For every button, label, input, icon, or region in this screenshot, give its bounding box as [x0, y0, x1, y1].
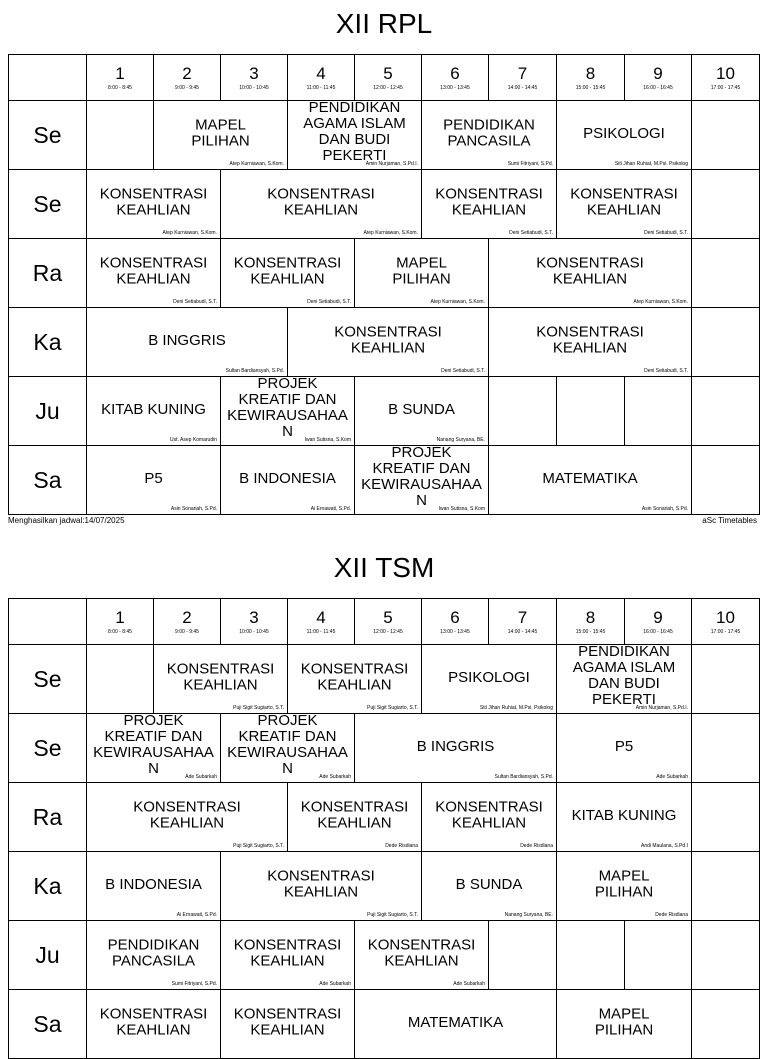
lesson-subject: KONSENTRASI KEAHLIAN [233, 1005, 342, 1039]
lesson-subject: P5 [614, 738, 634, 756]
period-time: 11:00 - 11:45 [306, 629, 336, 635]
generator-credit: aSc Timetables [702, 516, 757, 525]
lesson-cell[interactable] [556, 713, 692, 783]
lesson-cell[interactable] [86, 307, 288, 377]
lesson-subject: MAPEL PILIHAN [594, 1005, 654, 1039]
lesson-teacher: Atep Kurniawan, S.Kom. [162, 230, 217, 236]
period-header [488, 598, 557, 645]
lesson-cell[interactable] [86, 989, 221, 1059]
day-label: Ju [8, 920, 87, 990]
lesson-subject: KONSENTRASI KEAHLIAN [435, 798, 543, 832]
lesson-teacher: Iwan Sutisna, S.Kom [438, 506, 485, 512]
lesson-cell[interactable] [86, 238, 221, 308]
period-time: 16:00 - 16:45 [643, 629, 673, 635]
lesson-subject: B INDONESIA [105, 876, 202, 894]
lesson-cell[interactable] [287, 307, 489, 377]
period-number: 7 [517, 608, 528, 627]
period-time: 12:00 - 12:45 [373, 85, 403, 91]
empty-slot[interactable] [488, 920, 557, 990]
lesson-cell[interactable] [220, 238, 355, 308]
period-header [624, 54, 692, 101]
period-time: 10:00 - 10:45 [239, 85, 269, 91]
lesson-cell[interactable] [220, 713, 355, 783]
lesson-subject: B INDONESIA [239, 470, 336, 488]
lesson-subject: PENDIDIKAN AGAMA ISLAM DAN BUDI PEKERTI [303, 98, 406, 164]
lesson-cell[interactable] [354, 238, 489, 308]
period-header [354, 598, 422, 645]
lesson-subject: MATEMATIKA [407, 1014, 504, 1032]
lesson-cell[interactable] [354, 920, 489, 990]
lesson-subject: KONSENTRASI KEAHLIAN [233, 254, 342, 288]
lesson-teacher: Ade Subarkah [319, 774, 351, 780]
lesson-subject: KONSENTRASI KEAHLIAN [300, 798, 409, 832]
period-number: 5 [383, 64, 393, 83]
period-time: 9:00 - 9:45 [175, 85, 199, 91]
period-number: 2 [182, 64, 192, 83]
lesson-subject: KONSENTRASI KEAHLIAN [570, 185, 678, 219]
empty-slot[interactable] [691, 644, 760, 714]
day-label: Se [8, 169, 87, 239]
lesson-subject: MAPEL PILIHAN [191, 116, 250, 150]
lesson-teacher: Sultan Bardiansyah, S.Pd. [494, 774, 553, 780]
lesson-teacher: Dede Risdiana [385, 843, 418, 849]
lesson-teacher: Ade Subarkah [453, 981, 485, 987]
period-header [556, 54, 625, 101]
lesson-cell[interactable] [86, 445, 221, 515]
lesson-subject: B INGGRIS [148, 332, 226, 350]
lesson-cell[interactable] [488, 445, 692, 515]
lesson-teacher: Ade Subarkah [185, 774, 217, 780]
lesson-subject: MAPEL PILIHAN [594, 867, 654, 901]
lesson-subject: KONSENTRASI KEAHLIAN [334, 323, 442, 357]
lesson-cell[interactable] [86, 851, 221, 921]
period-header [86, 598, 154, 645]
lesson-teacher: Deni Setiabudi, S.T. [644, 230, 688, 236]
lesson-cell[interactable] [153, 644, 288, 714]
lesson-teacher: Andi Maulana, S.Pd.I [641, 843, 688, 849]
lesson-cell[interactable] [287, 100, 422, 170]
period-header [421, 54, 489, 101]
lesson-teacher: Nanang Suryana, BE. [504, 912, 553, 918]
day-label: Sa [8, 989, 87, 1059]
lesson-subject: KONSENTRASI KEAHLIAN [99, 254, 208, 288]
period-header [691, 598, 760, 645]
lesson-cell[interactable] [354, 445, 489, 515]
period-header [153, 598, 221, 645]
lesson-subject: B SUNDA [388, 401, 455, 419]
lesson-cell[interactable] [556, 989, 692, 1059]
lesson-subject: PROJEK KREATIF DAN KEWIRAUSAHAA N [227, 374, 348, 440]
empty-slot[interactable] [556, 920, 625, 990]
period-number: 4 [316, 608, 326, 627]
lesson-subject: PENDIDIKAN PANCASILA [107, 936, 200, 970]
period-number: 8 [585, 64, 596, 83]
period-time: 17:00 - 17:45 [710, 629, 741, 635]
period-number: 8 [585, 608, 596, 627]
period-header [354, 54, 422, 101]
lesson-cell[interactable] [421, 169, 557, 239]
lesson-subject: PSIKOLOGI [448, 669, 530, 687]
lesson-subject: KONSENTRASI KEAHLIAN [99, 185, 208, 219]
empty-slot[interactable] [691, 238, 760, 308]
empty-slot[interactable] [86, 644, 154, 714]
lesson-cell[interactable] [220, 920, 355, 990]
lesson-cell[interactable] [488, 307, 692, 377]
period-number: 6 [450, 64, 460, 83]
header-corner-cell [8, 54, 87, 101]
lesson-teacher: Deni Setiabudi, S.T. [441, 368, 485, 374]
period-header [86, 54, 154, 101]
period-header [691, 54, 760, 101]
lesson-teacher: Puji Sigit Sugiarto, S.T. [233, 705, 284, 711]
lesson-cell[interactable] [153, 100, 288, 170]
generated-date: Menghasilkan jadwal:14/07/2025 [8, 516, 125, 525]
empty-slot[interactable] [691, 376, 760, 446]
lesson-subject: KONSENTRASI KEAHLIAN [133, 798, 241, 832]
lesson-teacher: Amin Nurjaman, S.Pd.I. [635, 705, 688, 711]
lesson-teacher: Ade Subarkah [319, 981, 351, 987]
lesson-cell[interactable] [556, 100, 692, 170]
lesson-cell[interactable] [86, 920, 221, 990]
lesson-teacher: Sumi Fitriyani, S.Pd. [507, 161, 553, 167]
lesson-subject: KONSENTRASI KEAHLIAN [267, 185, 375, 219]
lesson-teacher: Asin Sonariah, S.Pd. [170, 506, 217, 512]
timetable-title: XII RPL [335, 8, 433, 39]
empty-slot[interactable] [691, 100, 760, 170]
lesson-teacher: Dede Risdiana [520, 843, 553, 849]
lesson-subject: KONSENTRASI KEAHLIAN [435, 185, 543, 219]
lesson-subject: KONSENTRASI KEAHLIAN [99, 1005, 208, 1039]
day-label: Ra [8, 782, 87, 852]
lesson-teacher: Asin Sonariah, S.Pd. [641, 506, 688, 512]
lesson-teacher: Deni Setiabudi, S.T. [644, 368, 688, 374]
lesson-cell[interactable] [421, 851, 557, 921]
lesson-subject: KONSENTRASI KEAHLIAN [267, 867, 375, 901]
period-time: 16:00 - 16:45 [643, 85, 673, 91]
period-header [287, 54, 355, 101]
period-number: 3 [249, 608, 259, 627]
lesson-teacher: Ust. Asep Komarudin [170, 437, 217, 443]
lesson-subject: KONSENTRASI KEAHLIAN [300, 660, 409, 694]
lesson-teacher: Siti Jihan Ruhiat, M.Psi. Psikolog [479, 705, 553, 711]
lesson-teacher: Dede Risdiana [655, 912, 688, 918]
lesson-cell[interactable] [220, 169, 422, 239]
header-corner-cell [8, 598, 87, 645]
lesson-teacher: Sultan Bardiansyah, S.Pd. [225, 368, 284, 374]
lesson-teacher: Iwan Sutisna, S.Kom [304, 437, 351, 443]
period-number: 6 [450, 608, 460, 627]
lesson-subject: PROJEK KREATIF DAN KEWIRAUSAHAA N [227, 711, 348, 777]
period-time: 15:00 - 15:45 [575, 629, 606, 635]
lesson-cell[interactable] [421, 100, 557, 170]
lesson-cell[interactable] [556, 169, 692, 239]
lesson-cell[interactable] [488, 238, 692, 308]
lesson-teacher: Sumi Fitriyani, S.Pd. [171, 981, 217, 987]
lesson-teacher: Puji Sigit Sugiarto, S.T. [367, 912, 418, 918]
lesson-subject: KONSENTRASI KEAHLIAN [166, 660, 275, 694]
period-time: 15:00 - 15:45 [575, 85, 606, 91]
period-time: 14:00 - 14:45 [507, 629, 538, 635]
period-header [153, 54, 221, 101]
lesson-cell[interactable] [86, 376, 221, 446]
lesson-cell[interactable] [556, 782, 692, 852]
day-label: Ju [8, 376, 87, 446]
lesson-cell[interactable] [354, 989, 557, 1059]
period-time: 13:00 - 13:45 [440, 85, 470, 91]
day-label: Se [8, 100, 87, 170]
period-time: 14:00 - 14:45 [507, 85, 538, 91]
period-header [220, 598, 288, 645]
day-label: Ka [8, 307, 87, 377]
lesson-subject: PSIKOLOGI [583, 125, 665, 143]
lesson-teacher: Puji Sigit Sugiarto, S.T. [233, 843, 284, 849]
lesson-cell[interactable] [86, 713, 221, 783]
lesson-teacher: Atep Kurniawan, S.Kom. [633, 299, 688, 305]
empty-slot[interactable] [691, 169, 760, 239]
period-time: 10:00 - 10:45 [239, 629, 269, 635]
period-number: 2 [182, 608, 192, 627]
lesson-cell[interactable] [556, 851, 692, 921]
lesson-teacher: Ade Subarkah [656, 774, 688, 780]
lesson-teacher: Ai Ernawati, S.Pd. [310, 506, 351, 512]
empty-slot[interactable] [691, 445, 760, 515]
lesson-teacher: Atep Kurniawan, S.Kom. [363, 230, 418, 236]
period-number: 1 [115, 608, 125, 627]
lesson-cell[interactable] [220, 445, 355, 515]
day-label: Ka [8, 851, 87, 921]
lesson-subject: PENDIDIKAN PANCASILA [443, 116, 535, 150]
period-number: 4 [316, 64, 326, 83]
lesson-teacher: Atep Kurniawan, S.Kom. [229, 161, 284, 167]
lesson-cell[interactable] [354, 376, 489, 446]
period-number: 9 [653, 64, 663, 83]
lesson-cell[interactable] [287, 782, 422, 852]
period-number: 10 [716, 608, 735, 627]
lesson-teacher: Deni Setiabudi, S.T. [173, 299, 217, 305]
lesson-teacher: Atep Kurniawan, S.Kom. [430, 299, 485, 305]
empty-slot[interactable] [691, 920, 760, 990]
empty-slot[interactable] [624, 376, 692, 446]
lesson-subject: KITAB KUNING [101, 401, 206, 419]
lesson-subject: KONSENTRASI KEAHLIAN [536, 254, 644, 288]
empty-slot[interactable] [691, 989, 760, 1059]
lesson-teacher: Deni Setiabudi, S.T. [307, 299, 351, 305]
lesson-teacher: Siti Jihan Ruhiat, M.Psi. Psikolog [614, 161, 688, 167]
period-time: 9:00 - 9:45 [175, 629, 199, 635]
period-time: 8:00 - 8:45 [108, 85, 132, 91]
lesson-cell[interactable] [287, 644, 422, 714]
lesson-teacher: Deni Setiabudi, S.T. [509, 230, 553, 236]
day-label: Sa [8, 445, 87, 515]
period-number: 10 [716, 64, 735, 83]
lesson-subject: MAPEL PILIHAN [392, 254, 451, 288]
lesson-subject: KONSENTRASI KEAHLIAN [367, 936, 476, 970]
lesson-cell[interactable] [421, 782, 557, 852]
lesson-subject: KONSENTRASI KEAHLIAN [536, 323, 644, 357]
period-number: 9 [653, 608, 663, 627]
day-label: Se [8, 644, 87, 714]
period-header [556, 598, 625, 645]
period-header [488, 54, 557, 101]
period-header [220, 54, 288, 101]
empty-slot[interactable] [691, 713, 760, 783]
lesson-cell[interactable] [421, 644, 557, 714]
lesson-subject: PENDIDIKAN AGAMA ISLAM DAN BUDI PEKERTI [572, 642, 676, 708]
empty-slot[interactable] [86, 100, 154, 170]
lesson-teacher: Amin Nurjaman, S.Pd.I. [365, 161, 418, 167]
lesson-teacher: Puji Sigit Sugiarto, S.T. [367, 705, 418, 711]
empty-slot[interactable] [691, 307, 760, 377]
lesson-cell[interactable] [220, 851, 422, 921]
lesson-cell[interactable] [220, 376, 355, 446]
period-time: 17:00 - 17:45 [710, 85, 741, 91]
lesson-subject: B SUNDA [455, 876, 523, 894]
period-number: 1 [115, 64, 125, 83]
day-label: Ra [8, 238, 87, 308]
lesson-subject: KITAB KUNING [571, 807, 677, 825]
lesson-teacher: Nanang Suryana, BE. [436, 437, 485, 443]
timetable-title: XII TSM [333, 552, 435, 583]
period-header [287, 598, 355, 645]
period-time: 11:00 - 11:45 [306, 85, 336, 91]
lesson-cell[interactable] [86, 169, 221, 239]
lesson-subject: PROJEK KREATIF DAN KEWIRAUSAHAA N [93, 711, 214, 777]
lesson-cell[interactable] [220, 989, 355, 1059]
empty-slot[interactable] [624, 920, 692, 990]
empty-slot[interactable] [556, 376, 625, 446]
period-time: 8:00 - 8:45 [108, 629, 132, 635]
lesson-cell[interactable] [556, 644, 692, 714]
lesson-cell[interactable] [86, 782, 288, 852]
period-number: 3 [249, 64, 259, 83]
period-time: 13:00 - 13:45 [440, 629, 470, 635]
empty-slot[interactable] [691, 851, 760, 921]
period-number: 7 [517, 64, 528, 83]
lesson-subject: P5 [144, 470, 163, 488]
day-label: Se [8, 713, 87, 783]
lesson-subject: B INGGRIS [416, 738, 495, 756]
lesson-subject: KONSENTRASI KEAHLIAN [233, 936, 342, 970]
lesson-subject: MATEMATIKA [542, 470, 638, 488]
lesson-subject: PROJEK KREATIF DAN KEWIRAUSAHAA N [361, 443, 482, 509]
empty-slot[interactable] [691, 782, 760, 852]
period-time: 12:00 - 12:45 [373, 629, 403, 635]
period-number: 5 [383, 608, 393, 627]
period-header [624, 598, 692, 645]
lesson-cell[interactable] [354, 713, 557, 783]
period-header [421, 598, 489, 645]
empty-slot[interactable] [488, 376, 557, 446]
lesson-teacher: Ai Ernawati, S.Pd. [176, 912, 217, 918]
